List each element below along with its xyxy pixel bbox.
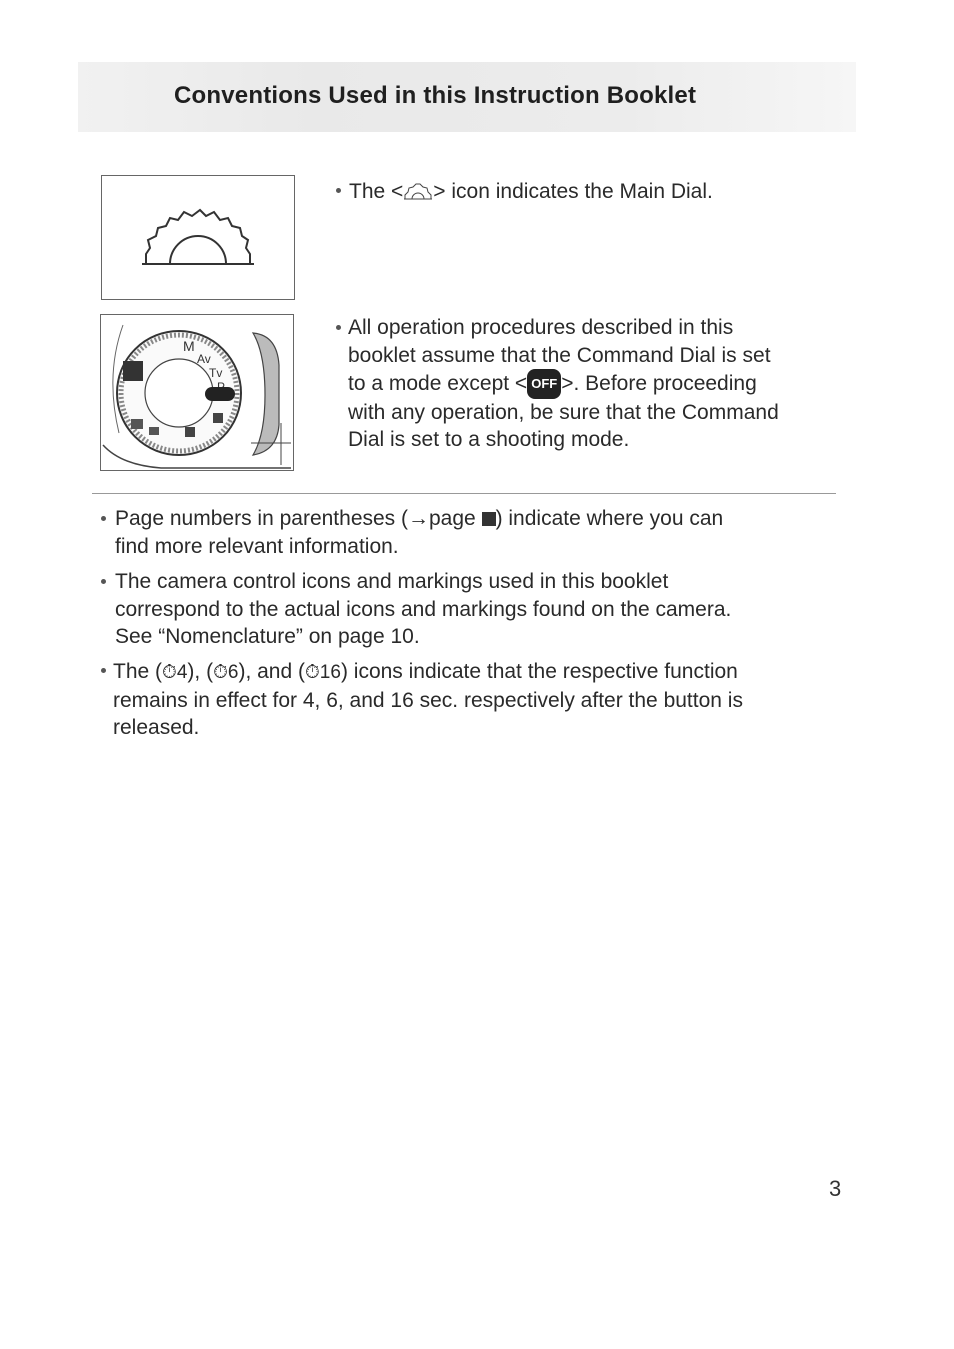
page-number: 3 <box>829 1176 842 1201</box>
main-dial-figure <box>101 175 295 300</box>
page-square-icon <box>482 512 496 526</box>
scene-mode-mark <box>131 419 143 429</box>
command-dial-line: with any operation, be sure that the Command <box>348 400 779 424</box>
icons-line: correspond to the actual icons and markings found on the camera. <box>115 597 732 621</box>
command-dial-bullet <box>348 314 779 454</box>
icons-line: The camera control icons and markings used in this booklet <box>115 570 669 593</box>
icons-line: See “Nomenclature” on page 10. <box>115 625 420 648</box>
dial-mark-tv: Tv <box>209 366 223 380</box>
main-dial-bullet <box>349 178 713 206</box>
timer-line: released. <box>113 716 200 739</box>
timer-bullet <box>113 658 743 742</box>
bullet-dot <box>336 188 341 193</box>
command-dial-line: to a mode except < OFF >. Before proceeding <box>348 369 779 399</box>
page-ref-bullet <box>115 505 723 560</box>
scene-mode-mark <box>149 427 159 435</box>
timer-6-icon: ⏱6 <box>213 662 239 683</box>
page-ref-line: Page numbers in parentheses (→page ) indicate where you can <box>115 507 724 530</box>
bullet-dot <box>101 516 106 521</box>
command-dial-line: Dial is set to a shooting mode. <box>348 428 630 451</box>
timer-4-icon: ⏱4 <box>162 662 188 683</box>
main-dial-text-after: > icon indicates the Main Dial. <box>433 180 713 203</box>
full-auto-mark <box>123 361 143 381</box>
timer-line: The (⏱4), (⏱6), and (⏱16) icons indicate that the respective function <box>113 660 738 683</box>
command-dial-illustration <box>101 315 293 470</box>
off-icon: OFF <box>527 369 561 399</box>
main-dial-icon <box>403 183 433 201</box>
command-dial-line: booklet assume that the Command Dial is set <box>348 343 771 367</box>
icons-bullet <box>115 568 731 651</box>
timer-16-icon: ⏱16 <box>304 662 341 683</box>
bullet-dot <box>101 668 106 673</box>
command-dial-figure <box>100 314 294 471</box>
bullet-dot <box>101 579 106 584</box>
dial-mark-m: M <box>183 338 195 354</box>
page-ref-line: find more relevant information. <box>115 534 399 558</box>
dial-edge <box>253 333 279 455</box>
scene-mode-mark <box>185 427 195 437</box>
command-dial-line: All operation procedures described in this <box>348 316 734 339</box>
scene-mode-mark <box>213 413 223 423</box>
dial-mark-av: Av <box>197 352 211 366</box>
main-dial-icon <box>102 176 294 299</box>
main-dial-text-before: The < <box>349 180 404 203</box>
page-title: Conventions Used in this Instruction Booklet <box>174 82 697 109</box>
bullet-dot <box>336 325 341 330</box>
timer-line: remains in effect for 4, 6, and 16 sec. respectively after the button is <box>113 688 743 712</box>
section-divider <box>92 493 836 494</box>
off-position-mark <box>205 387 235 401</box>
